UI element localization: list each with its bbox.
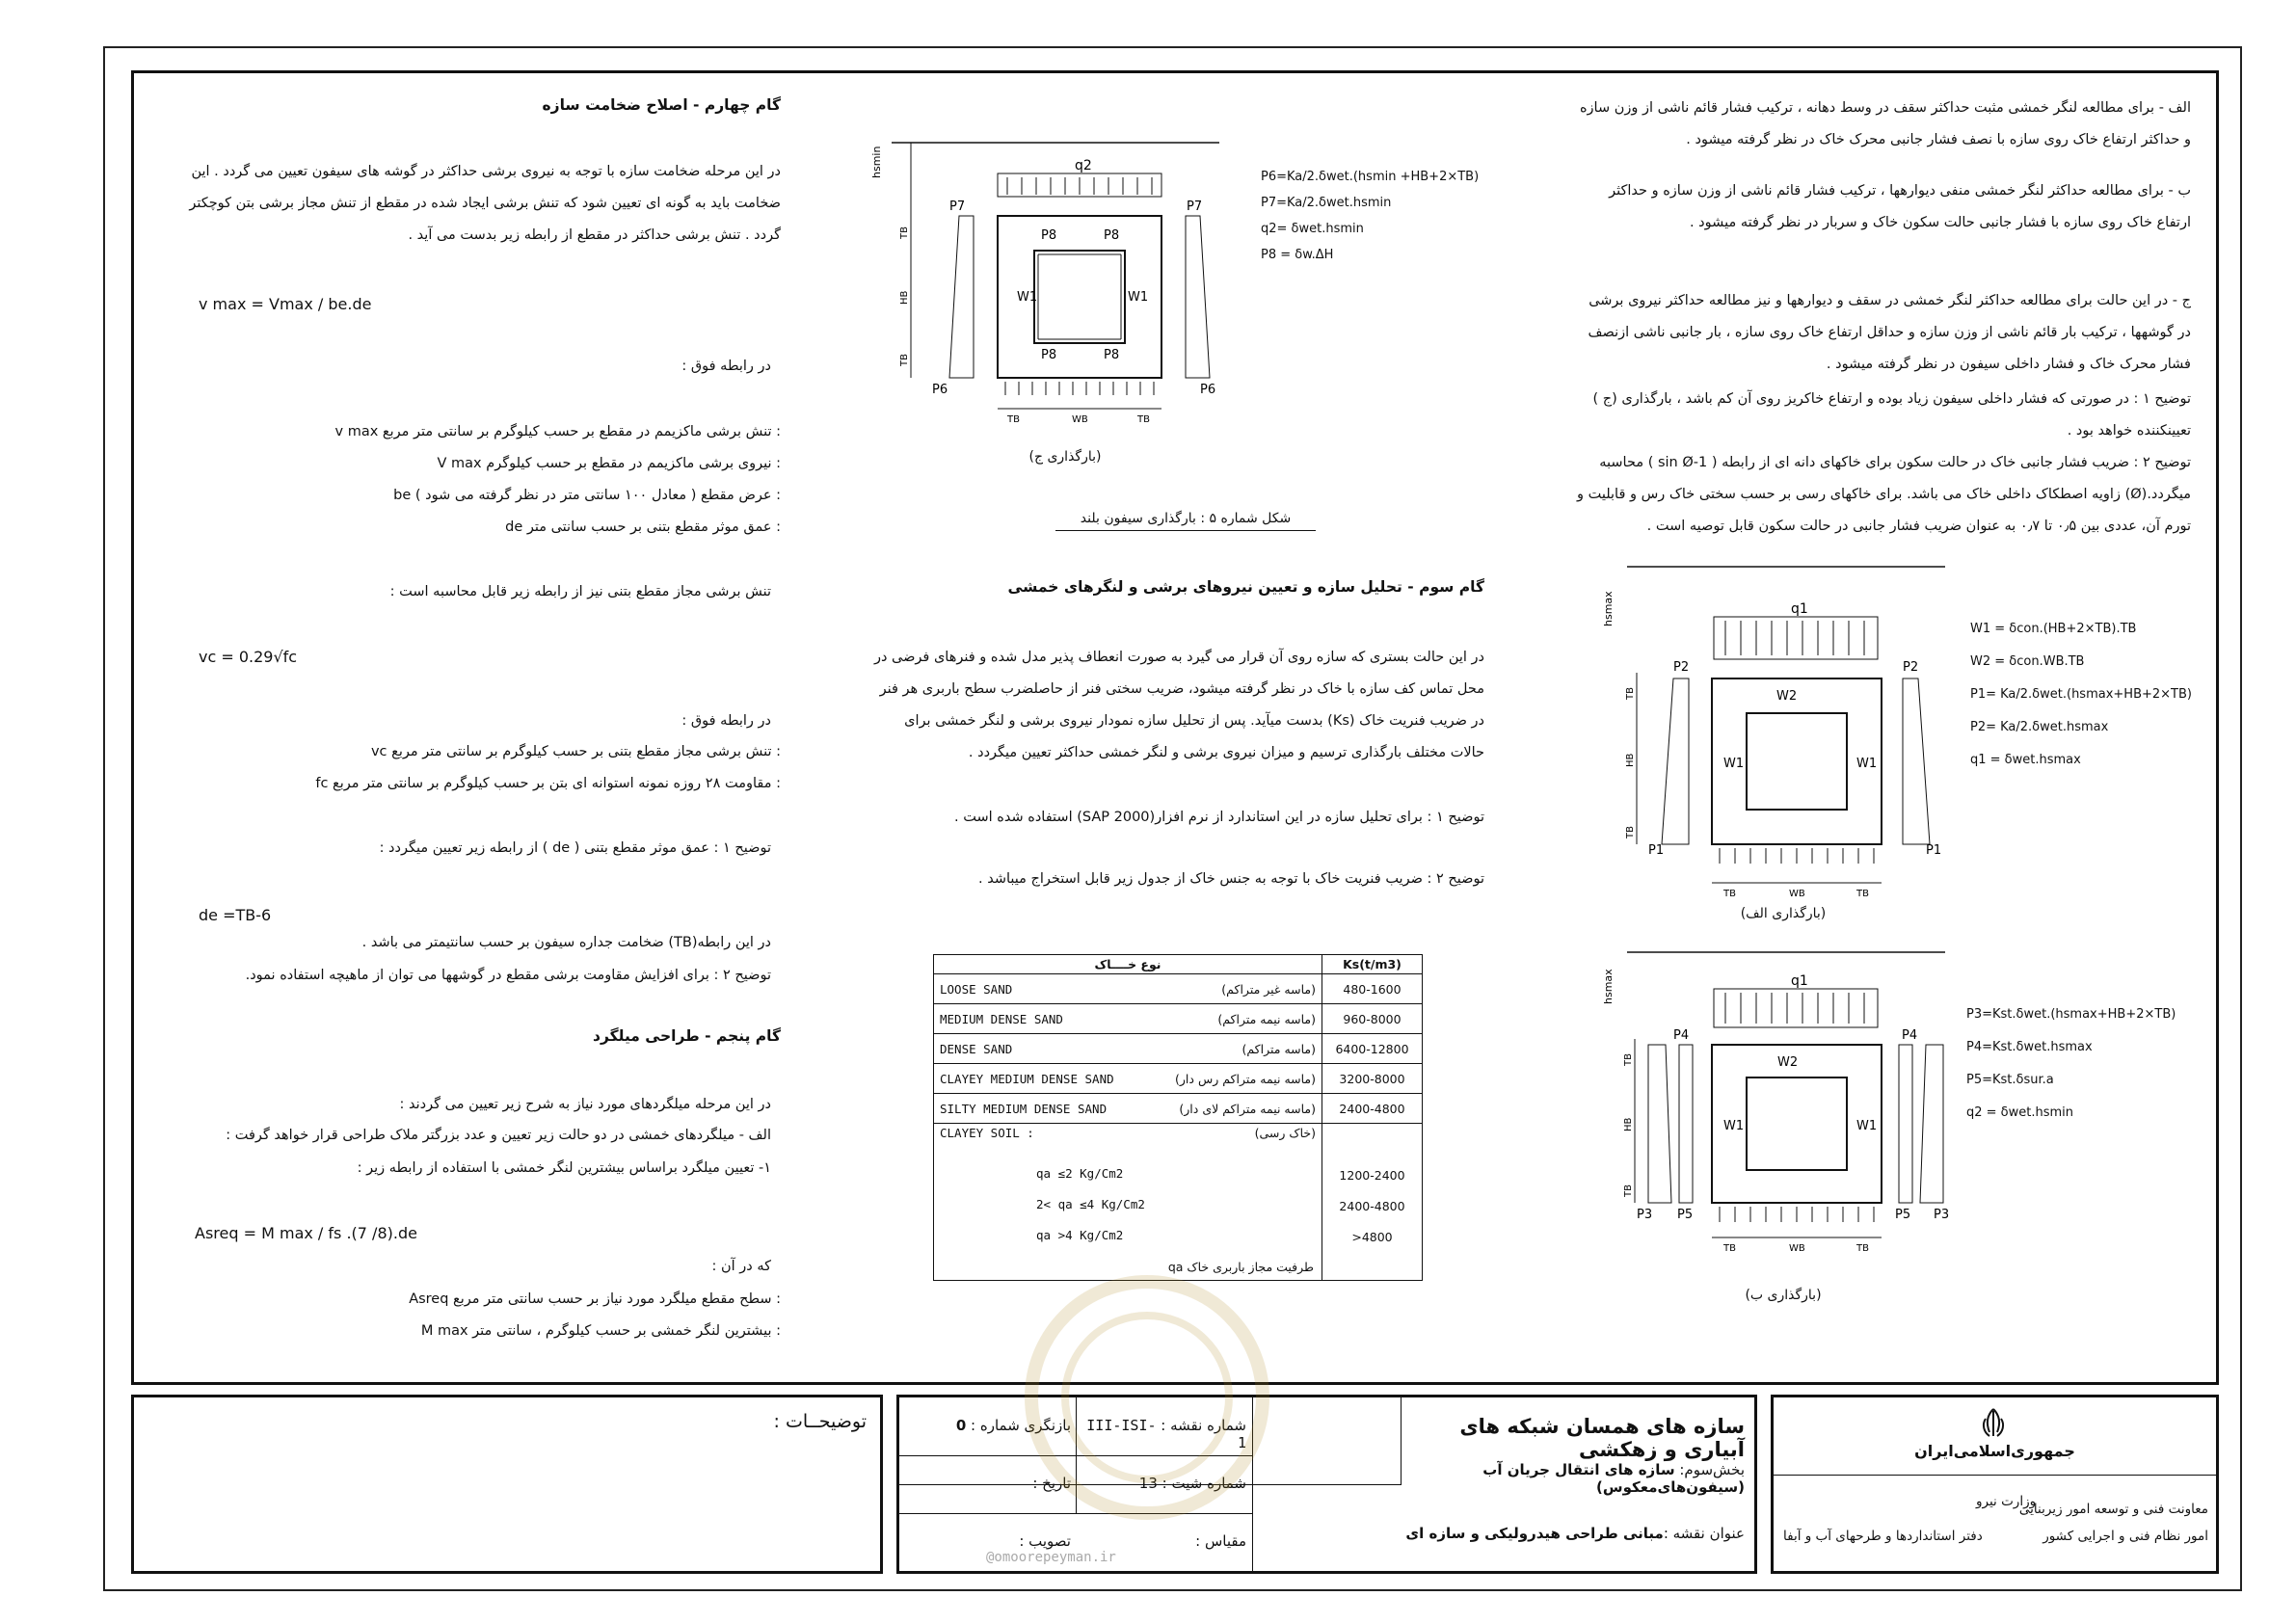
label-q2: q2 [1075,158,1092,173]
soil-fa: (ماسه نیمه متراکم لای دار) [1179,1101,1316,1116]
label-p1-a-right: P1 [1926,843,1942,858]
table-row [934,1094,1423,1124]
formula-p3: P3=Kst.δwet.(hsmax+HB+2×TB) [1966,1007,2176,1022]
diagram-loading-c [872,135,1248,453]
label-tb-a-top: TB [1625,687,1636,700]
formula-q2-b: q2 = δwet.hsmin [1966,1105,2074,1120]
table-row [934,1004,1423,1034]
label-wb: WB [1072,414,1088,425]
in-relation-1: در رابطه فوق : [681,359,771,374]
definitions-2: : تنش برشی مجاز مقطع بتنی بر حسب کیلوگرم بر سانتی متر مربع vc : مقاومت ۲۸ روزه نمونه استوانه ای بتن بر حسب کیلوگرم بر سانتی متر مربع fc [315,744,781,791]
label-tb-b-r: TB [1856,1243,1869,1254]
formula-p2: P2= Ka/2.δwet.hsmax [1970,720,2109,734]
right-note-2: توضیح ۲ : ضریب فشار جانبی خاک در حالت سکون برای خاکهای دانه ای از رابطه ( 1-sin Ø ) محاسبه میگردد.(Ø) زاویه اصطکاک داخلی خاک می باشد. برای خاکهای رسی بر حسب سختی خاک رس و قابلیت و تورم آن، عددی بین ۰٫۵ تا ۰٫۷ به عنوان ضریب فشار جانبی در حالت سکون قابل توصیه است . [1576,455,2191,534]
label-p6-right: P6 [1200,383,1216,397]
label-w2-b: W2 [1777,1055,1799,1070]
ks-table [933,954,1423,1281]
label-p7-right: P7 [1187,200,1203,214]
label-p4-b-left: P4 [1673,1028,1690,1043]
soil-en: CLAYEY MEDIUM DENSE SAND [940,1071,1114,1086]
label-p7-left: P7 [949,200,966,214]
formulas-loading-a [1970,613,2192,777]
clay-ks-3: >4800 [1351,1230,1393,1244]
label-w1-a-left: W1 [1723,757,1745,771]
formula-p1: P1= Ka/2.δwet.(hsmax+HB+2×TB) [1970,687,2192,702]
step5-case-a: الف - میلگردهای خمشی در دو حالت زیر تعیین و عدد بزرگتر ملاک طراحی قرار خواهد گرفت : [226,1128,771,1143]
label-hsmax-a: hsmax [1602,591,1615,626]
label-p5-b-left: P5 [1677,1208,1694,1222]
watermark-text: @omoorepeyman.ir [986,1550,1116,1565]
figure-5-caption: شکل شماره ۵ : بارگذاری سیفون بلند [1055,511,1316,531]
revision-value: 0 [955,1417,967,1434]
ks-value: 480-1600 [1322,974,1423,1004]
step3-paragraph: در این حالت بستری که سازه روی آن قرار می گیرد به صورت انعطاف پذیر مدل شده و فنرهای فرضی در محل تماس کف سازه با خاک در نظر گرفته میشود، ضریب سختی فنر از حاصلضرب سطح باربری هر فنر در ضریب فنریت خاک (Ks) بدست میآید. پس از تحلیل سازه نمودار نیروی برشی و لنگر خمشی برای حالات مختلف بارگذاری ترسیم و میزان نیروی برشی و لنگر خمشی حداکثر تعیین میگردد . [873,650,1484,760]
step3-title: گام سوم - تحلیل سازه و تعیین نیروهای برشی و لنگرهای خمشی [1007,578,1484,596]
label-tb-b-l: TB [1723,1243,1736,1254]
date-label: تاریخ : [1032,1475,1071,1492]
soil-en: LOOSE SAND [940,981,1013,997]
formula-vmax: v max = Vmax / be.de [199,295,372,313]
label-p5-b-right: P5 [1895,1208,1911,1222]
left-note-2: توضیح ۲ : برای افزایش مقاومت برشی مقطع در گوشهها می توان از ماهیچه استفاده نمود. [245,968,771,983]
clay-cond-3: qa >4 Kg/Cm2 [1036,1228,1124,1242]
label-tb-bot: TB [899,354,910,366]
caption-loading-a: (بارگذاری الف) [1740,906,1827,921]
soil-en: MEDIUM DENSE SAND [940,1011,1063,1026]
approval-label: تصویب : [1019,1532,1071,1550]
formula-w1: W1 = δcon.(HB+2×TB).TB [1970,622,2137,636]
scale-label: مقیاس : [1195,1532,1246,1550]
loading-case-c-text: ج - در این حالت برای مطالعه حداکثر لنگر خمشی در سقف و دیوارهها و نیز مطالعه حداکثر نیروی برشی در گوشهها ، ترکیب بار قائم ناشی از وزن سازه و حداقل ارتفاع خاک روی سازه ، بار جانبی ناشی ازنصف فشار محرک خاک و فشار داخلی سیفون در نظر گرفته میشود . [1588,293,2191,372]
ministry-name: وزارت نیرو [1976,1494,2037,1509]
where-text: که در آن : [711,1259,771,1274]
qa-note: qa طرفیت مجاز باربری خاک [1167,1260,1314,1274]
drawing-no-label: شماره نقشه : [1161,1417,1246,1434]
label-w1-b-left: W1 [1723,1119,1745,1133]
office-name-1: امور نظام فنی و اجرایی کشور [2042,1529,2208,1544]
formula-w2: W2 = δcon.WB.TB [1970,654,2085,669]
table-row [934,1034,1423,1064]
caption-loading-b: (بارگذاری ب) [1745,1288,1822,1303]
diagram-loading-b [1589,945,1974,1282]
country-name: جمهوری‌اسلامی‌ایران [1914,1442,2075,1460]
label-p2-a-left: P2 [1673,660,1690,675]
allowable-shear-text: تنش برشی مجاز مقطع بتنی نیز از رابطه زیر قابل محاسبه است : [389,584,771,599]
office-name-2: دفتر استانداردها و طرحهای آب و آبفا [1783,1529,1983,1544]
label-p8-top-right: P8 [1104,228,1120,243]
soil-fa: (ماسه غیر متراکم) [1221,981,1316,997]
soil-en: DENSE SAND [940,1041,1013,1056]
diagram-loading-a [1589,559,1974,925]
ks-table-head-soil: نوع خــــاک [934,955,1322,974]
label-tb-b-bot: TB [1623,1184,1634,1197]
formulas-loading-c [1261,164,1479,268]
notes-box [131,1395,883,1574]
formula-p6: P6=Ka/2.δwet.(hsmin +HB+2×TB) [1261,170,1480,184]
label-tb-a-bot: TB [1625,826,1636,838]
step5-intro: در این مرحله میلگردهای مورد نیاز به شرح زیر تعیین می گردند : [399,1097,771,1112]
drawing-no-value: III-ISI-1 [1086,1417,1246,1451]
label-tb-right: TB [1137,414,1150,425]
soil-en: SILTY MEDIUM DENSE SAND [940,1101,1108,1116]
label-tb-a-r: TB [1856,889,1869,899]
soil-fa: (ماسه نیمه متراکم رس دار) [1175,1071,1316,1086]
label-p3-b-right: P3 [1934,1208,1950,1222]
drawing-title-value: مبانی طراحی هیدرولیکی و سازه ای [1405,1525,1664,1542]
step5-title: گام پنجم - طراحی میلگرد [593,1027,781,1045]
label-hb: HB [899,290,910,305]
right-note-1: توضیح ۱ : در صورتی که فشار داخلی سیفون زیاد بوده و ارتفاع خاکریز روی آن کم باشد ، بارگذاری (ج ) تعیینکننده خواهد بود . [1592,391,2191,439]
label-tb-b-top: TB [1623,1053,1634,1066]
label-wb-a: WB [1789,889,1805,899]
clay-ks-1: 1200-2400 [1339,1168,1405,1183]
clay-cond-2: 2< qa ≤4 Kg/Cm2 [1036,1197,1145,1211]
soil-fa: (ماسه متراکم) [1241,1041,1316,1056]
formula-q2: q2= δwet.hsmin [1261,222,1364,236]
loading-case-a-text: الف - برای مطالعه لنگر خمشی مثبت حداکثر سقف در وسط دهانه ، ترکیب فشار قائم ناشی از وزن سازه و حداکثر ارتفاع خاک روی سازه با نصف فشار جانبی محرک خاک در نظر گرفته میشود . [1579,100,2191,147]
label-tb-a-l: TB [1723,889,1736,899]
label-p8-bot-left: P8 [1041,348,1057,362]
label-p2-a-right: P2 [1903,660,1919,675]
label-wb-b: WB [1789,1243,1805,1254]
left-note-1: توضیح ۱ : عمق موثر مقطع بتنی ( de ) از رابطه زیر تعیین میگردد : [379,840,771,856]
clay-soil-en: CLAYEY SOIL : [940,1126,1034,1140]
label-hb-b: HB [1623,1117,1634,1131]
formulas-loading-b [1966,998,2176,1130]
label-w1-a-right: W1 [1856,757,1878,771]
ks-value: 2400-4800 [1322,1094,1423,1124]
drawing-title-label: عنوان نقشه : [1663,1525,1745,1542]
label-p4-b-right: P4 [1902,1028,1918,1043]
label-p8-bot-right: P8 [1104,348,1120,362]
ks-value: 6400-12800 [1322,1034,1423,1064]
ks-table-head-ks: Ks(t/m3) [1322,955,1423,974]
section-value: سازه های انتقال جریان آب (سیفون‌های‌معکوس) [1482,1461,1745,1496]
label-p3-b-left: P3 [1637,1208,1653,1222]
label-tb-top: TB [899,226,910,239]
step3-note-2: توضیح ۲ : ضریب فنریت خاک با توجه به جنس خاک از جدول زیر قابل استخراج میباشد . [977,871,1484,887]
tb-description: در این رابطه(TB) ضخامت جداره سیفون بر حسب سانتیمتر می باشد . [361,935,771,950]
clay-ks-2: 2400-4800 [1339,1199,1405,1213]
formula-de: de =TB-6 [199,906,272,924]
label-w1-left: W1 [1017,290,1038,305]
formula-p7: P7=Ka/2.δwet.hsmin [1261,196,1392,210]
label-q1-b: q1 [1791,973,1808,989]
formula-p8: P8 = δw.ΔH [1261,248,1334,262]
watermark-seal-icon [1002,1253,1292,1542]
label-hb-a: HB [1625,753,1636,767]
label-w1-b-right: W1 [1856,1119,1878,1133]
definitions-1: : تنش برشی ماکزیمم در مقطع بر حسب کیلوگرم بر سانتی متر مربع v max : نیروی برشی ماکزیمم در مقطع بر حسب کیلوگرم V max : عرض مقطع ( معادل ۱۰۰ سانتی متر در نظر گرفته می شود ) be : عمق موثر مقطع بتنی بر حسب سانتی متر de [334,424,781,535]
step5-item-1: ۱- تعیین میلگرد براساس بیشترین لنگر خمشی با استفاده از رابطه زیر : [357,1160,771,1176]
step4-paragraph: در این مرحله ضخامت سازه با توجه به نیروی برشی حداکثر در گوشه های سیفون تعیین می گردد . این ضخامت باید به گونه ای تعیین شود که تنش برشی ایجاد شده در مقطع از تنش مجاز برشی بتن کوچکتر گردد . تنش برشی حداکثر در مقطع از رابطه زیر بدست می آید . [189,164,781,243]
formula-q1: q1 = δwet.hsmax [1970,753,2081,767]
main-title: سازه های همسان شبکه های آبیاری و زهکشی [1459,1415,1745,1461]
clay-soil-fa: (خاک رسی) [1254,1126,1316,1140]
label-p1-a-left: P1 [1648,843,1665,858]
organization-box [1771,1395,2219,1574]
in-relation-2: در رابطه فوق : [681,713,771,729]
label-hsmin: hsmin [870,146,883,178]
notes-label: توضیحــات : [773,1411,867,1432]
clay-cond-1: qa ≤2 Kg/Cm2 [1036,1166,1124,1181]
label-w1-right: W1 [1128,290,1149,305]
ks-value: 3200-8000 [1322,1064,1423,1094]
table-row [934,1064,1423,1094]
caption-loading-c: (بارگذاری ج) [1028,449,1102,465]
section-label: بخش‌سوم: [1679,1461,1745,1478]
deputy-name: معاونت فنی و توسعه امور زیربنایی [2018,1502,2208,1517]
label-q1-a: q1 [1791,601,1808,617]
sheet-no-value: 13 [1138,1475,1158,1492]
definitions-3: : سطح مقطع میلگرد مورد نیاز بر حسب سانتی متر مربع Asreq : بیشترین لنگر خمشی بر حسب کیلوگرم ، سانتی متر M max [409,1291,781,1339]
formula-vc: vc = 0.29√fc [199,648,298,666]
label-w2-a: W2 [1776,689,1798,704]
soil-fa: (ماسه نیمه متراکم) [1217,1011,1316,1026]
loading-case-b-text: ب - برای مطالعه حداکثر لنگر خمشی منفی دیوارهها ، ترکیب فشار قائم ناشی از وزن سازه و حداکثر ارتفاع خاک روی سازه با فشار جانبی حالت سکون خاک و سربار در نظر گرفته میشود . [1609,183,2191,230]
formula-asreq: Asreq = M max / fs .(7 /8).de [195,1224,417,1242]
iran-emblem-icon [1976,1405,2011,1440]
sheet-no-label: شماره شیت : [1161,1475,1246,1492]
revision-label: بازنگری شماره : [971,1417,1071,1434]
step4-title: گام چهارم - اصلاح ضخامت سازه [542,96,781,114]
step3-note-1: توضیح ۱ : برای تحلیل سازه در این استاندارد از نرم افزار(SAP 2000) استفاده شده است . [954,810,1484,825]
formula-p5: P5=Kst.δsur.a [1966,1073,2054,1087]
table-row [934,974,1423,1004]
label-p8-top-left: P8 [1041,228,1057,243]
label-hsmax-b: hsmax [1602,969,1615,1004]
clay-conditions [1036,1158,1145,1251]
label-tb-left: TB [1007,414,1020,425]
ks-value: 960-8000 [1322,1004,1423,1034]
label-p6-left: P6 [932,383,948,397]
formula-p4: P4=Kst.δwet.hsmax [1966,1040,2093,1054]
